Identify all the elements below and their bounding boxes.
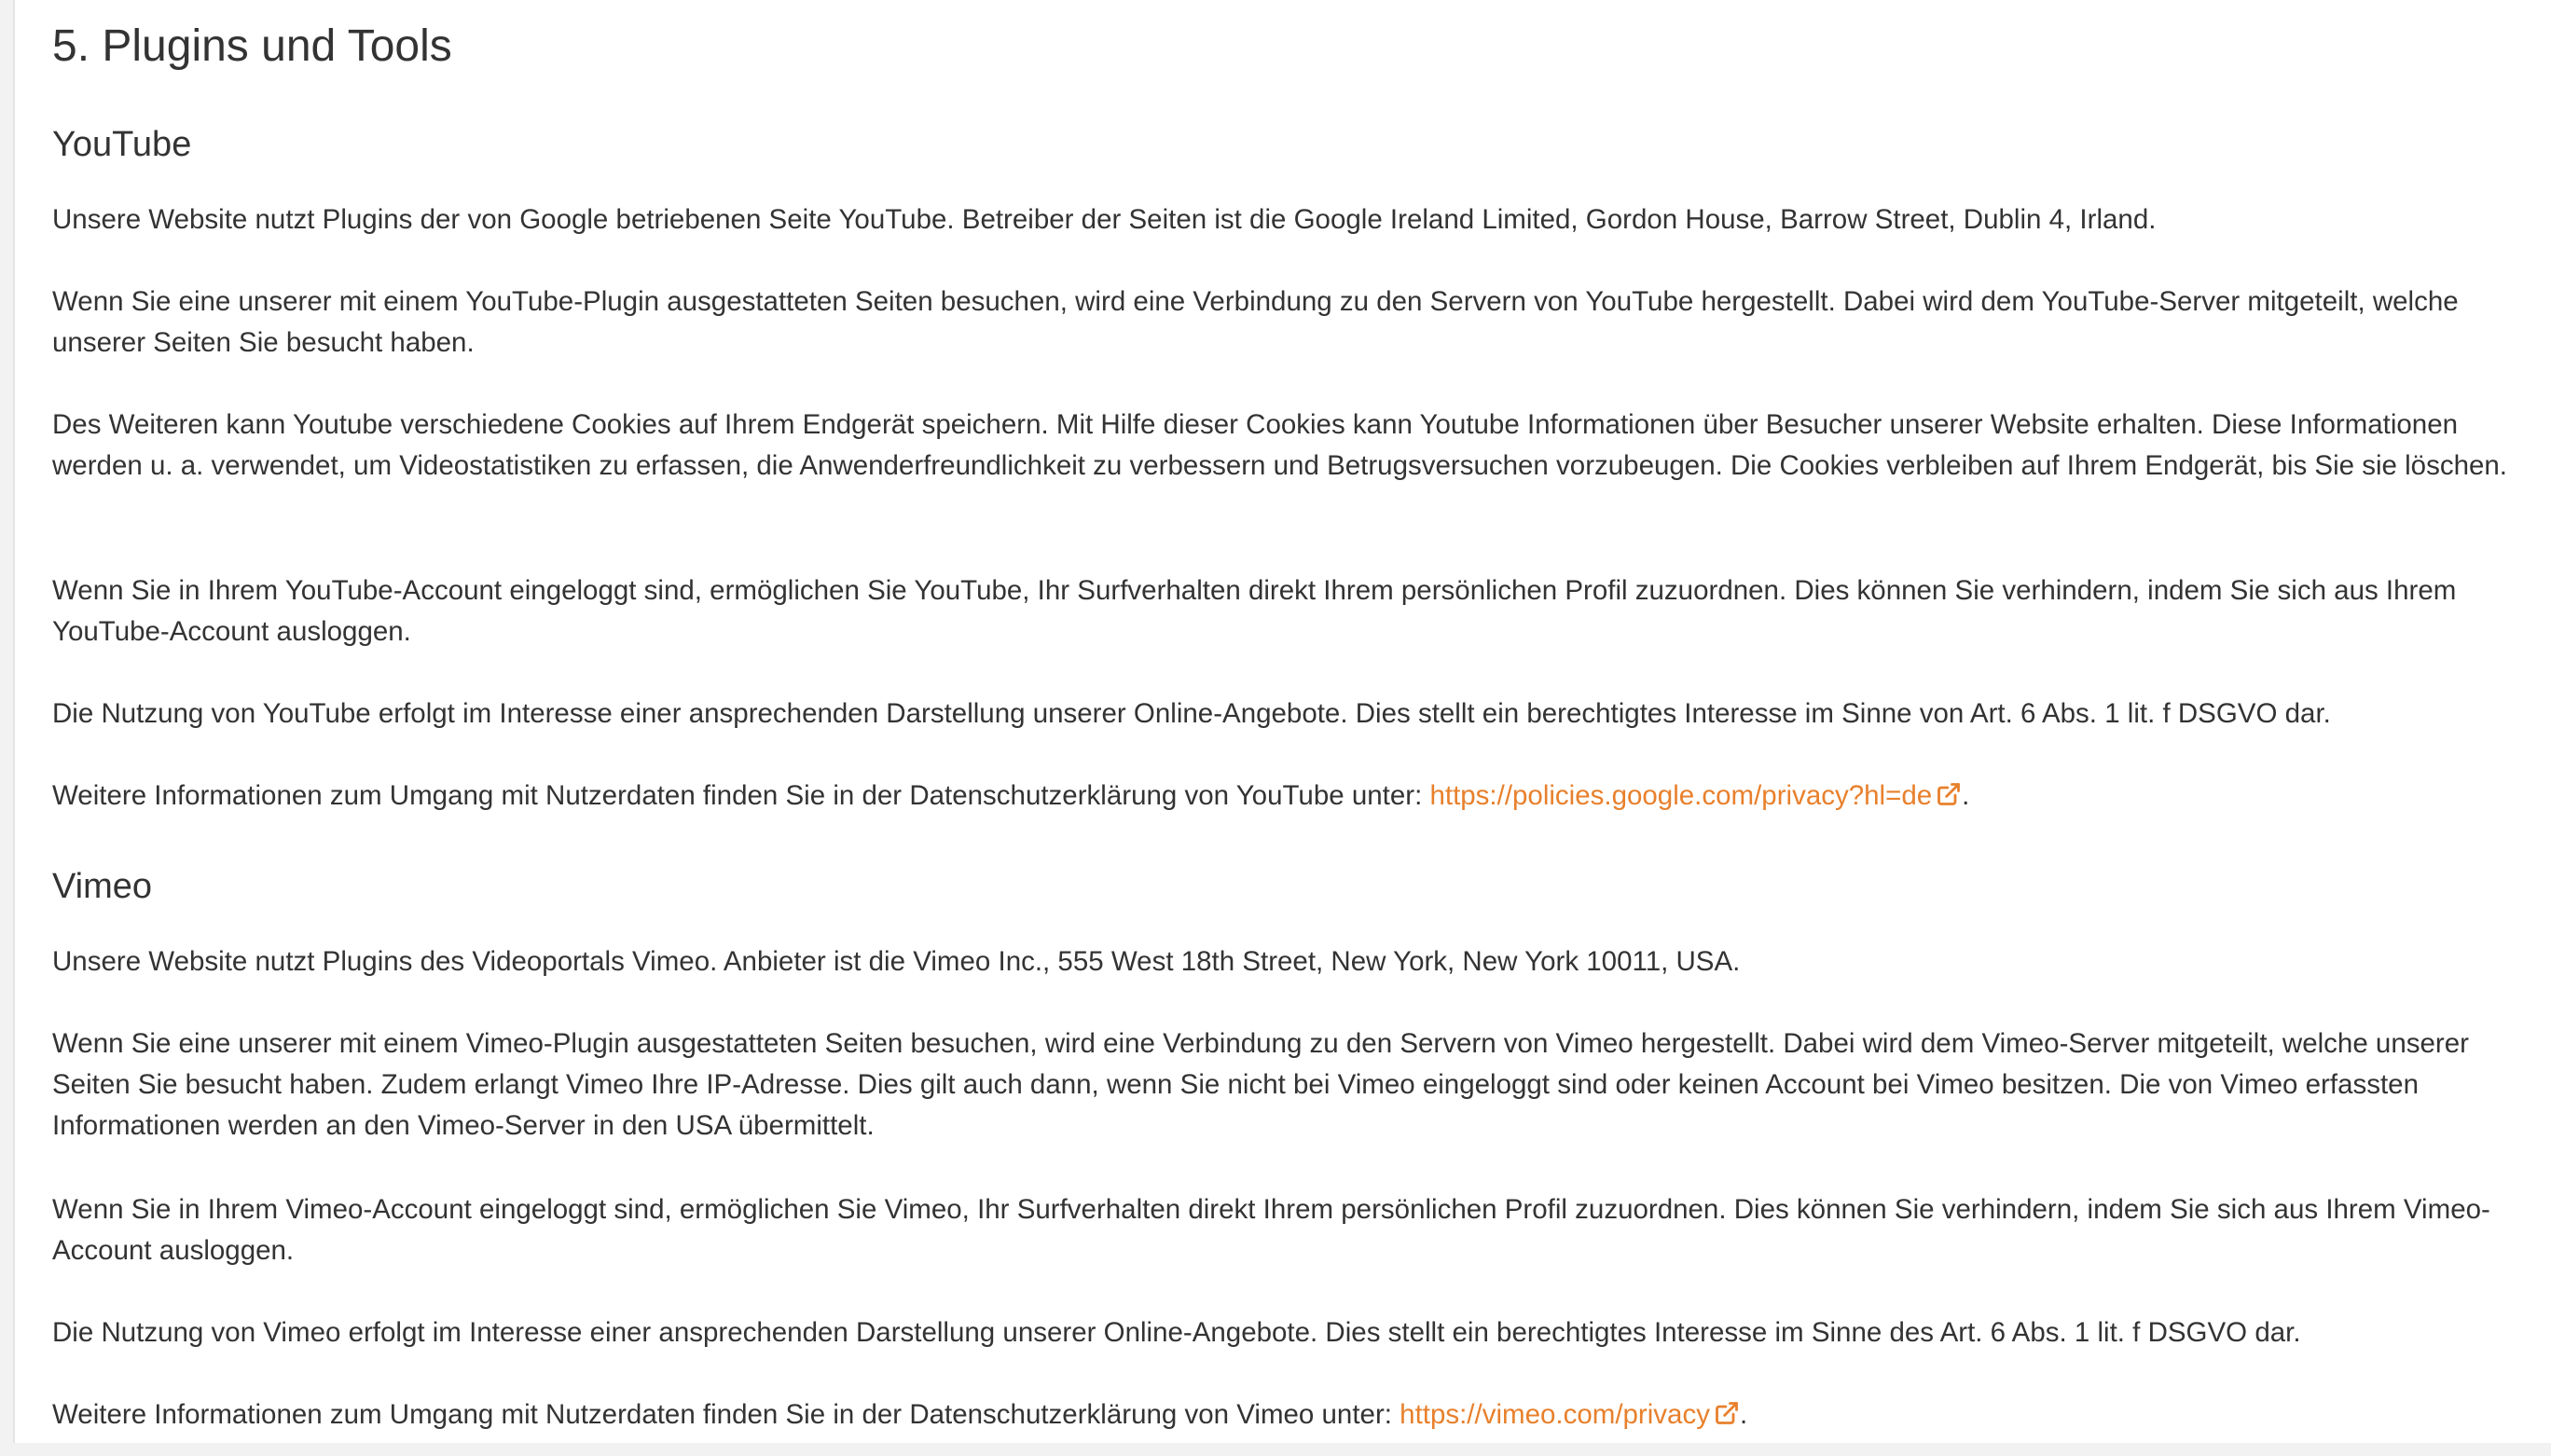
- youtube-paragraph-5: Die Nutzung von YouTube erfolgt im Interesse einer ansprechenden Darstellung unserer Online-Angebote. Dies stellt ein berechtigtes Interesse im Sinne von Art. 6 Abs. 1 lit. f DSGVO dar.: [52, 698, 2331, 729]
- vimeo-privacy-link-label: https://vimeo.com/privacy: [1400, 1399, 1710, 1430]
- youtube-privacy-link[interactable]: [1429, 780, 1962, 811]
- external-link-icon: [1714, 1400, 1740, 1426]
- youtube-privacy-link-label: https://policies.google.com/privacy?hl=de: [1429, 780, 1933, 811]
- vimeo-paragraph-4: Die Nutzung von Vimeo erfolgt im Interesse einer ansprechenden Darstellung unserer Online-Angebote. Dies stellt ein berechtigtes Interesse im Sinne des Art. 6 Abs. 1 lit. f DSGVO dar.: [52, 1317, 2301, 1348]
- youtube-paragraph-1: Unsere Website nutzt Plugins der von Google betriebenen Seite YouTube. Betreiber der Seiten ist die Google Ireland Limited, Gordon House, Barrow Street, Dublin 4, Irland.: [52, 204, 2157, 235]
- vimeo-privacy-period: .: [1739, 1399, 1748, 1430]
- section-title: 5. Plugins und Tools: [52, 21, 452, 71]
- youtube-privacy-period: .: [1962, 780, 1970, 811]
- youtube-heading: YouTube: [52, 125, 192, 164]
- page-panel: [13, 0, 2551, 1456]
- page-bottom-edge: [0, 1443, 2551, 1456]
- vimeo-paragraph-2: Wenn Sie eine unserer mit einem Vimeo-Plugin ausgestatteten Seiten besuchen, wird eine Verbindung zu den Servern von Vimeo hergestellt. Dabei wird dem Vimeo-Server mitgeteilt, welche unserer Seiten Sie besucht haben. Zudem erlangt Vimeo Ihre IP-Adresse. Dies gilt auch dann, wenn Sie nicht bei Vimeo eingeloggt sind oder keinen Account bei Vimeo besitzen. Die von Vimeo erfassten Informationen werden an den Vimeo-Server in den USA übermittelt.: [52, 1028, 2469, 1141]
- vimeo-privacy-text: Weitere Informationen zum Umgang mit Nutzerdaten finden Sie in der Datenschutzerklärung von Vimeo unter:: [52, 1399, 1400, 1430]
- vimeo-privacy-link[interactable]: [1400, 1399, 1740, 1430]
- youtube-paragraph-2: Wenn Sie eine unserer mit einem YouTube-Plugin ausgestatteten Seiten besuchen, wird eine Verbindung zu den Servern von YouTube hergestellt. Dabei wird dem YouTube-Server mitgeteilt, welche unserer Seiten Sie besucht haben.: [52, 286, 2459, 358]
- external-link-icon: [1936, 781, 1962, 807]
- youtube-paragraph-3: Des Weiteren kann Youtube verschiedene Cookies auf Ihrem Endgerät speichern. Mit Hilfe dieser Cookies kann Youtube Informationen über Besucher unserer Website erhalten. Diese Informationen werden u. a. verwendet, um Videostatistiken zu erfassen, die Anwenderfreundlichkeit zu verbessern und Betrugsversuchen vorzubeugen. Die Cookies verbleiben auf Ihrem Endgerät, bis Sie sie löschen.: [52, 409, 2508, 481]
- youtube-privacy-text: Weitere Informationen zum Umgang mit Nutzerdaten finden Sie in der Datenschutzerklärung von YouTube unter:: [52, 780, 1430, 811]
- youtube-paragraph-4: Wenn Sie in Ihrem YouTube-Account eingeloggt sind, ermöglichen Sie YouTube, Ihr Surfverhalten direkt Ihrem persönlichen Profil zuzuordnen. Dies können Sie verhindern, indem Sie sich aus Ihrem YouTube-Account ausloggen.: [52, 575, 2457, 647]
- vimeo-paragraph-3: Wenn Sie in Ihrem Vimeo-Account eingeloggt sind, ermöglichen Sie Vimeo, Ihr Surfverhalten direkt Ihrem persönlichen Profil zuzuordnen. Dies können Sie verhindern, indem Sie sich aus Ihrem Vimeo-Account ausloggen.: [52, 1194, 2490, 1266]
- vimeo-heading: Vimeo: [52, 867, 153, 906]
- youtube-paragraph-6: [52, 776, 2532, 817]
- vimeo-paragraph-1: Unsere Website nutzt Plugins des Videoportals Vimeo. Anbieter ist die Vimeo Inc., 555 West 18th Street, New York, New York 10011, USA.: [52, 946, 1741, 977]
- vimeo-paragraph-5: [52, 1394, 2532, 1435]
